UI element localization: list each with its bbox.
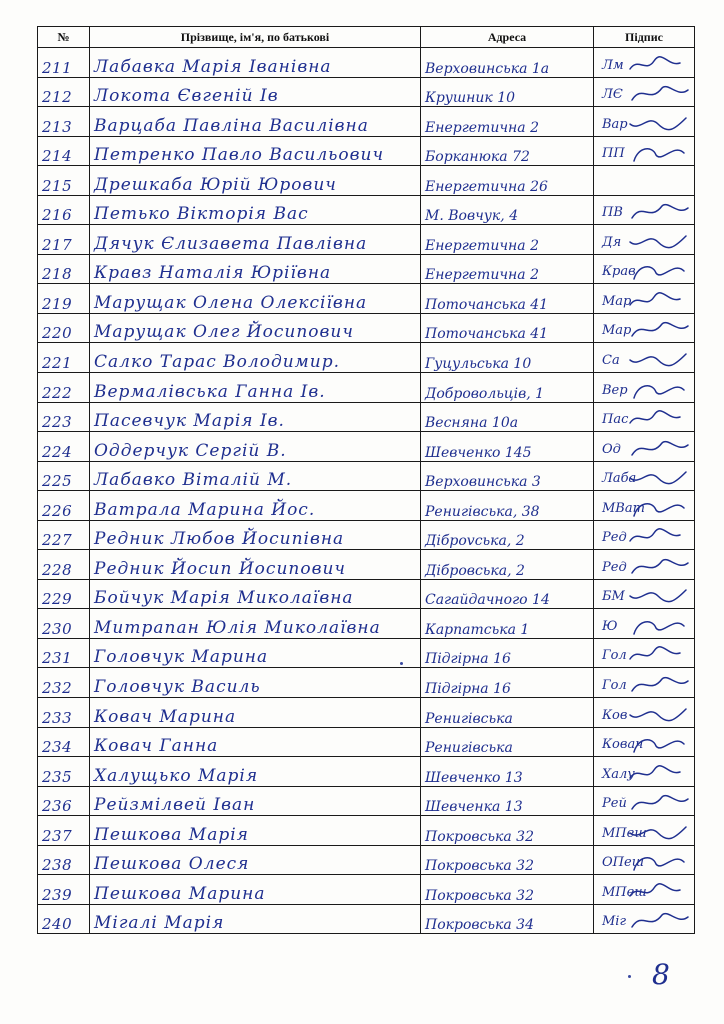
- row-address: Діброvська, 2: [421, 520, 594, 550]
- row-number: 217: [38, 225, 90, 255]
- row-number: 221: [38, 343, 90, 373]
- signature-scribble: [598, 760, 691, 786]
- signature-text: Мар: [602, 323, 632, 339]
- row-number: 219: [38, 284, 90, 314]
- table-row: [38, 786, 695, 816]
- signature-scribble: [598, 405, 691, 431]
- signature-flourish: [634, 385, 684, 397]
- row-address: Шевченка 13: [421, 786, 594, 816]
- row-signature: [594, 77, 695, 107]
- header-name: Прізвище, ім'я, по батькові: [90, 27, 421, 48]
- signature-text: Халу: [602, 766, 635, 782]
- row-full-name: Дрешкаба Юрій Юрович: [90, 166, 421, 196]
- row-number: 233: [38, 698, 90, 728]
- row-full-name: Головчук Василь: [90, 668, 421, 698]
- signature-flourish: [630, 529, 680, 541]
- table-row: [38, 107, 695, 137]
- signature-text: Ред: [602, 559, 627, 575]
- row-signature: [594, 904, 695, 934]
- signature-scribble: [598, 878, 691, 904]
- table-row: [38, 48, 695, 78]
- signature-flourish: [632, 87, 688, 100]
- signature-scribble: [598, 80, 691, 106]
- row-signature: [594, 48, 695, 78]
- table-row: [38, 313, 695, 343]
- row-full-name: Варцаба Павліна Василівна: [90, 107, 421, 137]
- header-number: №: [38, 27, 90, 48]
- row-full-name: Дячук Єлизавета Павлівна: [90, 225, 421, 255]
- signature-text: Міг: [602, 914, 627, 930]
- row-number: 230: [38, 609, 90, 639]
- row-full-name: Ковач Марина: [90, 698, 421, 728]
- ink-dot: [400, 662, 403, 665]
- row-signature: [594, 845, 695, 875]
- signature-text: Дя: [602, 234, 622, 250]
- row-address: Шевченко 13: [421, 757, 594, 787]
- signature-text: МВат: [602, 500, 645, 516]
- signature-text: Гол: [602, 678, 627, 694]
- signature-scribble: [598, 139, 691, 165]
- signature-scribble: [598, 346, 691, 372]
- row-number: 222: [38, 373, 90, 403]
- ink-dot: [628, 975, 631, 978]
- row-signature: [594, 520, 695, 550]
- signature-text: Вар: [602, 116, 628, 132]
- row-number: 240: [38, 904, 90, 934]
- table-row: [38, 491, 695, 521]
- row-full-name: Пасевчук Марія Ів.: [90, 402, 421, 432]
- signature-scribble: [598, 257, 691, 283]
- row-full-name: Пешкова Олеся: [90, 845, 421, 875]
- row-address: Поточанська 41: [421, 313, 594, 343]
- table-row: [38, 698, 695, 728]
- row-signature: [594, 491, 695, 521]
- row-full-name: Редник Любов Йосипівна: [90, 520, 421, 550]
- signature-flourish: [630, 293, 680, 305]
- row-number: 227: [38, 520, 90, 550]
- row-signature: [594, 313, 695, 343]
- row-number: 224: [38, 432, 90, 462]
- signature-scribble: [598, 671, 691, 697]
- page-number: 8: [652, 958, 670, 991]
- row-address: Енергетична 2: [421, 107, 594, 137]
- row-signature: [594, 461, 695, 491]
- header-row: [38, 27, 695, 48]
- signature-flourish: [630, 118, 686, 130]
- row-number: 229: [38, 579, 90, 609]
- row-address: Ренигівська, 38: [421, 491, 594, 521]
- signature-flourish: [630, 590, 686, 602]
- signature-flourish: [632, 559, 688, 572]
- signature-text: Ю: [602, 618, 618, 634]
- row-full-name: Бойчук Марія Миколаївна: [90, 579, 421, 609]
- row-signature: [594, 579, 695, 609]
- table-row: [38, 845, 695, 875]
- row-number: 225: [38, 461, 90, 491]
- row-number: 228: [38, 550, 90, 580]
- signature-scribble: [598, 494, 691, 520]
- signature-scribble: [598, 819, 691, 845]
- signature-scribble: [598, 435, 691, 461]
- row-address: Підгірна 16: [421, 668, 594, 698]
- row-signature: [594, 195, 695, 225]
- signature-text: Вер: [602, 382, 628, 398]
- signature-scribble: [598, 582, 691, 608]
- row-signature: [594, 550, 695, 580]
- row-address: Гуцульська 10: [421, 343, 594, 373]
- table-row: [38, 432, 695, 462]
- row-address: Сагайдачного 14: [421, 579, 594, 609]
- table-row: [38, 520, 695, 550]
- row-signature: [594, 343, 695, 373]
- table-row: [38, 284, 695, 314]
- row-full-name: Лабавко Віталій М.: [90, 461, 421, 491]
- row-full-name: Петько Вікторія Вас: [90, 195, 421, 225]
- signature-flourish: [632, 678, 688, 691]
- row-number: 238: [38, 845, 90, 875]
- table-row: [38, 727, 695, 757]
- signature-scribble: [598, 612, 691, 638]
- row-number: 213: [38, 107, 90, 137]
- signature-text: Лаба: [602, 471, 637, 487]
- table-row: [38, 461, 695, 491]
- signature-text: ЛЄ: [602, 87, 623, 103]
- signature-scribble: [598, 316, 691, 342]
- row-full-name: Мігалі Марія: [90, 904, 421, 934]
- table-row: [38, 638, 695, 668]
- row-full-name: Ватрала Марина Йос.: [90, 491, 421, 521]
- row-address: Підгірна 16: [421, 638, 594, 668]
- signature-flourish: [632, 323, 688, 336]
- row-number: 218: [38, 254, 90, 284]
- signature-flourish: [632, 205, 688, 218]
- row-address: Покровська 32: [421, 845, 594, 875]
- row-number: 239: [38, 875, 90, 905]
- row-address: Енергетична 2: [421, 225, 594, 255]
- row-address: Ренигівська: [421, 698, 594, 728]
- row-address: Карпатська 1: [421, 609, 594, 639]
- row-number: 231: [38, 638, 90, 668]
- row-address: Весняна 10а: [421, 402, 594, 432]
- row-number: 211: [38, 48, 90, 78]
- row-signature: [594, 816, 695, 846]
- row-number: 216: [38, 195, 90, 225]
- table-row: [38, 402, 695, 432]
- signature-scribble: [598, 287, 691, 313]
- signature-scribble: [598, 730, 691, 756]
- signature-text: Ред: [602, 530, 627, 546]
- row-full-name: Марущак Олег Йосипович: [90, 313, 421, 343]
- row-signature: [594, 727, 695, 757]
- signature-text: Са: [602, 353, 620, 369]
- signature-flourish: [634, 267, 684, 279]
- table-row: [38, 609, 695, 639]
- row-address: Верховинська 1а: [421, 48, 594, 78]
- signature-text: МПеш: [602, 825, 647, 841]
- signature-text: Ковач: [602, 737, 644, 753]
- signature-scribble: [598, 51, 691, 77]
- signature-flourish: [634, 622, 684, 634]
- row-address: Покровська 32: [421, 875, 594, 905]
- row-address: Борканюка 72: [421, 136, 594, 166]
- signature-text: ПП: [602, 146, 625, 162]
- signature-scribble: [598, 228, 691, 254]
- row-full-name: Вермалівська Ганна Ів.: [90, 373, 421, 403]
- signature-text: Ков: [602, 707, 628, 723]
- row-signature: [594, 668, 695, 698]
- signature-scribble: [598, 789, 691, 815]
- table-row: [38, 757, 695, 787]
- table-row: [38, 875, 695, 905]
- row-signature: [594, 786, 695, 816]
- signature-scribble: [598, 701, 691, 727]
- row-signature: [594, 757, 695, 787]
- table-row: [38, 166, 695, 196]
- signature-text: Гол: [602, 648, 627, 664]
- row-address: Шевченко 145: [421, 432, 594, 462]
- row-address: М. Вовчук, 4: [421, 195, 594, 225]
- signature-text: Од: [602, 441, 621, 457]
- table-row: [38, 195, 695, 225]
- signature-text: БМ: [602, 589, 625, 605]
- row-address: Покровська 34: [421, 904, 594, 934]
- table-row: [38, 343, 695, 373]
- row-signature: [594, 373, 695, 403]
- row-signature: [594, 136, 695, 166]
- row-full-name: Марущак Олена Олексіївна: [90, 284, 421, 314]
- row-full-name: Редник Йосип Йосипович: [90, 550, 421, 580]
- row-number: 215: [38, 166, 90, 196]
- signature-text: МПеш: [602, 884, 647, 900]
- signature-text: Лм: [602, 57, 624, 73]
- row-number: 232: [38, 668, 90, 698]
- signature-text: Мар: [602, 293, 632, 309]
- table-row: [38, 668, 695, 698]
- table-body: [38, 48, 695, 934]
- row-number: 220: [38, 313, 90, 343]
- row-address: Добровольців, 1: [421, 373, 594, 403]
- signature-flourish: [630, 647, 680, 659]
- signature-flourish: [632, 796, 688, 809]
- row-address: Енергетична 26: [421, 166, 594, 196]
- signature-flourish: [630, 765, 680, 777]
- row-full-name: Ковач Ганна: [90, 727, 421, 757]
- row-address: Ренигівська: [421, 727, 594, 757]
- row-full-name: Лабавка Марія Іванівна: [90, 48, 421, 78]
- signature-flourish: [630, 354, 686, 366]
- signature-text: ОПеш: [602, 855, 645, 871]
- row-full-name: Халущько Марія: [90, 757, 421, 787]
- row-full-name: Головчук Марина: [90, 638, 421, 668]
- table-row: [38, 225, 695, 255]
- row-number: 226: [38, 491, 90, 521]
- table-row: [38, 254, 695, 284]
- signature-flourish: [634, 149, 684, 161]
- signature-scribble: [598, 553, 691, 579]
- row-signature: [594, 254, 695, 284]
- signature-text: Пас: [602, 412, 629, 428]
- signature-list-table: [37, 26, 695, 934]
- row-full-name: Салко Тарас Володимир.: [90, 343, 421, 373]
- row-number: 236: [38, 786, 90, 816]
- table-row: [38, 136, 695, 166]
- signature-flourish: [630, 472, 686, 484]
- row-number: 235: [38, 757, 90, 787]
- row-address: Крушник 10: [421, 77, 594, 107]
- signature-scribble: [598, 641, 691, 667]
- row-address: Верховинська 3: [421, 461, 594, 491]
- row-signature: [594, 284, 695, 314]
- row-number: 214: [38, 136, 90, 166]
- row-full-name: Кравз Наталія Юріївна: [90, 254, 421, 284]
- row-number: 212: [38, 77, 90, 107]
- signature-flourish: [630, 411, 680, 423]
- signature-text: Рей: [602, 796, 627, 812]
- signature-flourish: [630, 56, 680, 68]
- row-full-name: Локота Євгеній Ів: [90, 77, 421, 107]
- signature-text: ПВ: [602, 205, 623, 221]
- row-address: Покровська 32: [421, 816, 594, 846]
- row-signature: [594, 166, 695, 196]
- row-signature: [594, 225, 695, 255]
- signature-scribble: [598, 848, 691, 874]
- row-signature: [594, 402, 695, 432]
- signature-scribble: [598, 907, 691, 933]
- signature-text: Крав: [602, 264, 636, 280]
- row-address: Енергетична 2: [421, 254, 594, 284]
- row-signature: [594, 875, 695, 905]
- row-address: Поточанська 41: [421, 284, 594, 314]
- row-full-name: Рейзмілвей Іван: [90, 786, 421, 816]
- signature-flourish: [630, 236, 686, 248]
- table-row: [38, 816, 695, 846]
- table-row: [38, 904, 695, 934]
- row-signature: [594, 609, 695, 639]
- row-signature: [594, 107, 695, 137]
- header-signature: Підпис: [594, 27, 695, 48]
- row-signature: [594, 638, 695, 668]
- signature-flourish: [632, 441, 688, 454]
- table-row: [38, 550, 695, 580]
- table-row: [38, 373, 695, 403]
- row-signature: [594, 698, 695, 728]
- row-full-name: Петренко Павло Васильович: [90, 136, 421, 166]
- signature-scribble: [598, 198, 691, 224]
- signature-flourish: [630, 709, 686, 721]
- row-address: Дібровська, 2: [421, 550, 594, 580]
- signature-scribble: [598, 523, 691, 549]
- row-full-name: Оддерчук Сергій В.: [90, 432, 421, 462]
- header-address: Адреса: [421, 27, 594, 48]
- row-number: 234: [38, 727, 90, 757]
- signature-scribble: [598, 464, 691, 490]
- row-full-name: Митрапан Юлія Миколаївна: [90, 609, 421, 639]
- signature-scribble: [598, 376, 691, 402]
- row-full-name: Пешкова Марина: [90, 875, 421, 905]
- signature-scribble: [598, 110, 691, 136]
- row-number: 223: [38, 402, 90, 432]
- row-full-name: Пешкова Марія: [90, 816, 421, 846]
- table-row: [38, 77, 695, 107]
- signature-flourish: [632, 914, 688, 927]
- row-number: 237: [38, 816, 90, 846]
- table-row: [38, 579, 695, 609]
- row-signature: [594, 432, 695, 462]
